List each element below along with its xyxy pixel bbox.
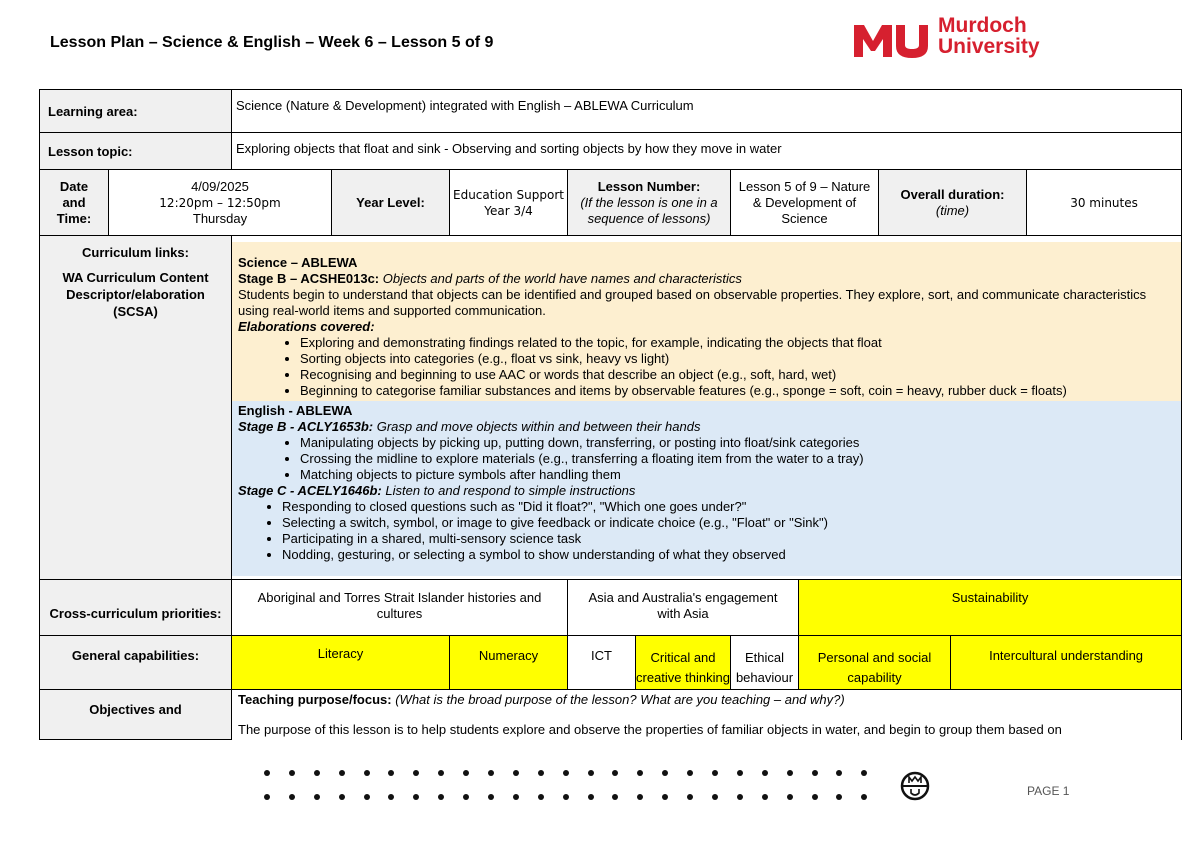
footer-dot — [662, 770, 668, 776]
footer-dot — [388, 770, 394, 776]
english-stage-c — [238, 483, 1175, 499]
english-stage-b-desc: Grasp and move objects within and between their hands — [373, 419, 701, 434]
row-objectives — [40, 690, 1182, 740]
footer-dot — [438, 770, 444, 776]
cc-asia: Asia and Australia's engagement with Asia — [568, 580, 799, 636]
footer-dot — [687, 770, 693, 776]
lesson-number-value: Lesson 5 of 9 – Nature & Development of Science — [731, 170, 879, 236]
lesson-plan-table — [39, 89, 1182, 740]
english-section — [232, 401, 1181, 576]
footer-dot — [538, 794, 544, 800]
english-stage-c-desc: Listen to and respond to simple instructions — [381, 483, 636, 498]
row-curriculum — [40, 236, 1182, 580]
footer-dot — [413, 770, 419, 776]
english-stage-c-code: Stage C - ACELY1646b: — [238, 483, 382, 498]
footer-dot — [513, 794, 519, 800]
footer-dot — [264, 770, 270, 776]
english-stage-c-list — [238, 499, 1175, 563]
english-stage-b-list — [238, 435, 1175, 483]
footer-dot — [588, 794, 594, 800]
science-heading: Science – ABLEWA — [238, 255, 358, 270]
science-stage-code: Stage B – ACSHE013c: — [238, 271, 380, 286]
row-learning-area — [40, 90, 1182, 133]
english-stage-b — [238, 419, 1175, 435]
list-item: • Beginning to categorise familiar substances and items by observable features (e.g., sponge = soft, coin = heavy, rubber duck = floats) — [300, 383, 1175, 399]
list-item: • Crossing the midline to explore materials (e.g., transferring a floating item from the water to a tray) — [300, 451, 1175, 467]
lesson-time: 12:20pm – 12:50pm — [159, 195, 281, 210]
footer-dot — [687, 794, 693, 800]
footer-dot — [588, 770, 594, 776]
footer-dot — [264, 794, 270, 800]
footer-dot-pattern — [264, 764, 894, 804]
year-level-label: Year Level: — [332, 170, 450, 236]
footer-dot — [836, 794, 842, 800]
footer-dot — [364, 794, 370, 800]
learning-area-label: Learning area: — [40, 90, 232, 133]
lesson-number-label: Lesson Number: — [597, 178, 701, 194]
objectives-content — [232, 690, 1182, 740]
footer-dot — [836, 770, 842, 776]
gc-ict: ICT — [568, 636, 636, 690]
logo-line-2: University — [938, 35, 1040, 58]
footer-dot — [787, 770, 793, 776]
footer-dot — [787, 794, 793, 800]
english-stage-b-code: Stage B - ACLY1653b: — [238, 419, 374, 434]
science-stage-desc: Objects and parts of the world have names and characteristics — [379, 271, 742, 286]
english-heading: English - ABLEWA — [238, 403, 353, 418]
year-level-value — [450, 170, 568, 236]
date-time-value — [109, 170, 332, 236]
gc-ethical: Ethical behaviour — [731, 636, 799, 690]
list-item: • Manipulating objects by picking up, putting down, transferring, or posting into float/sink categories — [300, 435, 1175, 451]
footer-dot — [762, 770, 768, 776]
dot-row-top — [264, 770, 886, 776]
footer-dot — [737, 794, 743, 800]
footer-dot — [388, 794, 394, 800]
list-item: • Recognising and beginning to use AAC or words that describe an object (e.g., soft, hard, wet) — [300, 367, 1175, 383]
teaching-purpose — [238, 692, 1181, 708]
lesson-topic-label: Lesson topic: — [40, 133, 232, 170]
list-item: • Sorting objects into categories (e.g., float vs sink, heavy vs light) — [300, 351, 1175, 367]
footer-dot — [563, 794, 569, 800]
learning-area-value: Science (Nature & Development) integrated with English – ABLEWA Curriculum — [232, 90, 1182, 133]
science-paragraph: Students begin to understand that objects can be identified and grouped based on observable properties. They explore, sort, and communicate characteristics using real-world items and supported communication. — [238, 287, 1147, 318]
mu-logo-icon — [852, 21, 932, 61]
list-item: • Exploring and demonstrating findings related to the topic, for example, indicating the objects that float — [300, 335, 1175, 351]
row-cross-curriculum — [40, 580, 1182, 636]
footer-dot — [364, 770, 370, 776]
science-elaborations-list — [238, 335, 1175, 399]
list-item: • Matching objects to picture symbols after handling them — [300, 467, 1175, 483]
list-item: • Responding to closed questions such as "Did it float?", "Which one goes under?" — [282, 499, 1175, 515]
footer-dot — [289, 770, 295, 776]
general-capabilities-label: General capabilities: — [40, 636, 232, 690]
lesson-date: 4/09/2025 — [191, 178, 249, 194]
gc-critical-thinking: Critical and creative thinking — [636, 636, 731, 690]
footer-dot — [314, 770, 320, 776]
gc-intercultural: Intercultural understanding — [951, 636, 1182, 690]
teaching-purpose-text: The purpose of this lesson is to help students explore and observe the properties of familiar objects in water, and begin to group them based on — [238, 722, 1062, 737]
cc-sustainability: Sustainability — [799, 580, 1182, 636]
science-section — [232, 242, 1181, 401]
footer-dot — [488, 794, 494, 800]
duration-label-cell — [879, 170, 1027, 236]
duration-label: Overall duration: — [900, 186, 1005, 202]
footer-dot — [612, 770, 618, 776]
footer-dot — [339, 794, 345, 800]
footer-dot — [712, 770, 718, 776]
university-logo — [852, 15, 1082, 63]
footer-dot — [861, 770, 867, 776]
date-time-label: Date and Time: — [40, 170, 109, 236]
row-lesson-topic — [40, 133, 1182, 170]
lesson-number-label-cell — [568, 170, 731, 236]
footer-dot — [563, 770, 569, 776]
page-title: Lesson Plan – Science & English – Week 6 – Lesson 5 of 9 — [50, 34, 494, 51]
cross-curriculum-label: Cross-curriculum priorities: — [40, 580, 232, 636]
footer-dot — [662, 794, 668, 800]
elaborations-heading: Elaborations covered: — [238, 319, 375, 334]
list-item: • Participating in a shared, multi-sensory science task — [282, 531, 1175, 547]
curriculum-content — [232, 236, 1182, 580]
logo-wordmark — [938, 15, 1040, 57]
duration-value: 30 minutes — [1027, 170, 1182, 236]
footer-dot — [339, 770, 345, 776]
science-stage — [238, 271, 1175, 287]
teaching-purpose-hint: (What is the broad purpose of the lesson? What are you teaching – and why?) — [391, 692, 845, 707]
footer-dot — [637, 794, 643, 800]
footer-dot — [812, 794, 818, 800]
footer-dot — [861, 794, 867, 800]
footer-dot — [488, 770, 494, 776]
footer-dot — [712, 794, 718, 800]
footer-dot — [513, 770, 519, 776]
duration-hint: (time) — [935, 202, 970, 218]
logo-line-1: Murdoch — [938, 14, 1027, 37]
year-level-line-1: Education Support — [453, 187, 564, 202]
list-item: • Selecting a switch, symbol, or image to give feedback or indicate choice (e.g., "Float" or "Sink") — [282, 515, 1175, 531]
gc-personal-social: Personal and social capability — [799, 636, 951, 690]
gc-numeracy: Numeracy — [450, 636, 568, 690]
lesson-number-hint: (If the lesson is one in a sequence of lessons) — [580, 194, 718, 226]
footer-dot — [289, 794, 295, 800]
curriculum-links-label: Curriculum links: — [82, 245, 189, 260]
row-general-capabilities — [40, 636, 1182, 690]
page-number: PAGE 1 — [1027, 784, 1070, 798]
footer-dot — [812, 770, 818, 776]
gc-literacy: Literacy — [232, 636, 450, 690]
curriculum-label-cell — [40, 236, 232, 580]
footer-dot — [737, 770, 743, 776]
cc-aboriginal: Aboriginal and Torres Strait Islander histories and cultures — [232, 580, 568, 636]
footer-dot — [438, 794, 444, 800]
list-item: • Nodding, gesturing, or selecting a symbol to show understanding of what they observed — [282, 547, 1175, 563]
content-descriptor-label: WA Curriculum Content Descriptor/elaboration (SCSA) — [62, 270, 209, 319]
footer-dot — [463, 794, 469, 800]
dot-row-bottom — [264, 794, 886, 800]
footer-dot — [314, 794, 320, 800]
footer-dot — [538, 770, 544, 776]
lesson-topic-value: Exploring objects that float and sink - Observing and sorting objects by how they move in water — [232, 133, 1182, 170]
footer-dot — [413, 794, 419, 800]
lesson-day: Thursday — [192, 210, 248, 226]
footer-dot — [463, 770, 469, 776]
footer-dot — [612, 794, 618, 800]
year-level-line-2: Year 3/4 — [484, 203, 533, 218]
footer-dot — [637, 770, 643, 776]
footer-mu-icon — [899, 770, 931, 802]
row-details — [40, 170, 1182, 236]
teaching-purpose-label: Teaching purpose/focus: — [238, 692, 392, 707]
footer-dot — [762, 794, 768, 800]
objectives-label: Objectives and — [40, 690, 232, 740]
